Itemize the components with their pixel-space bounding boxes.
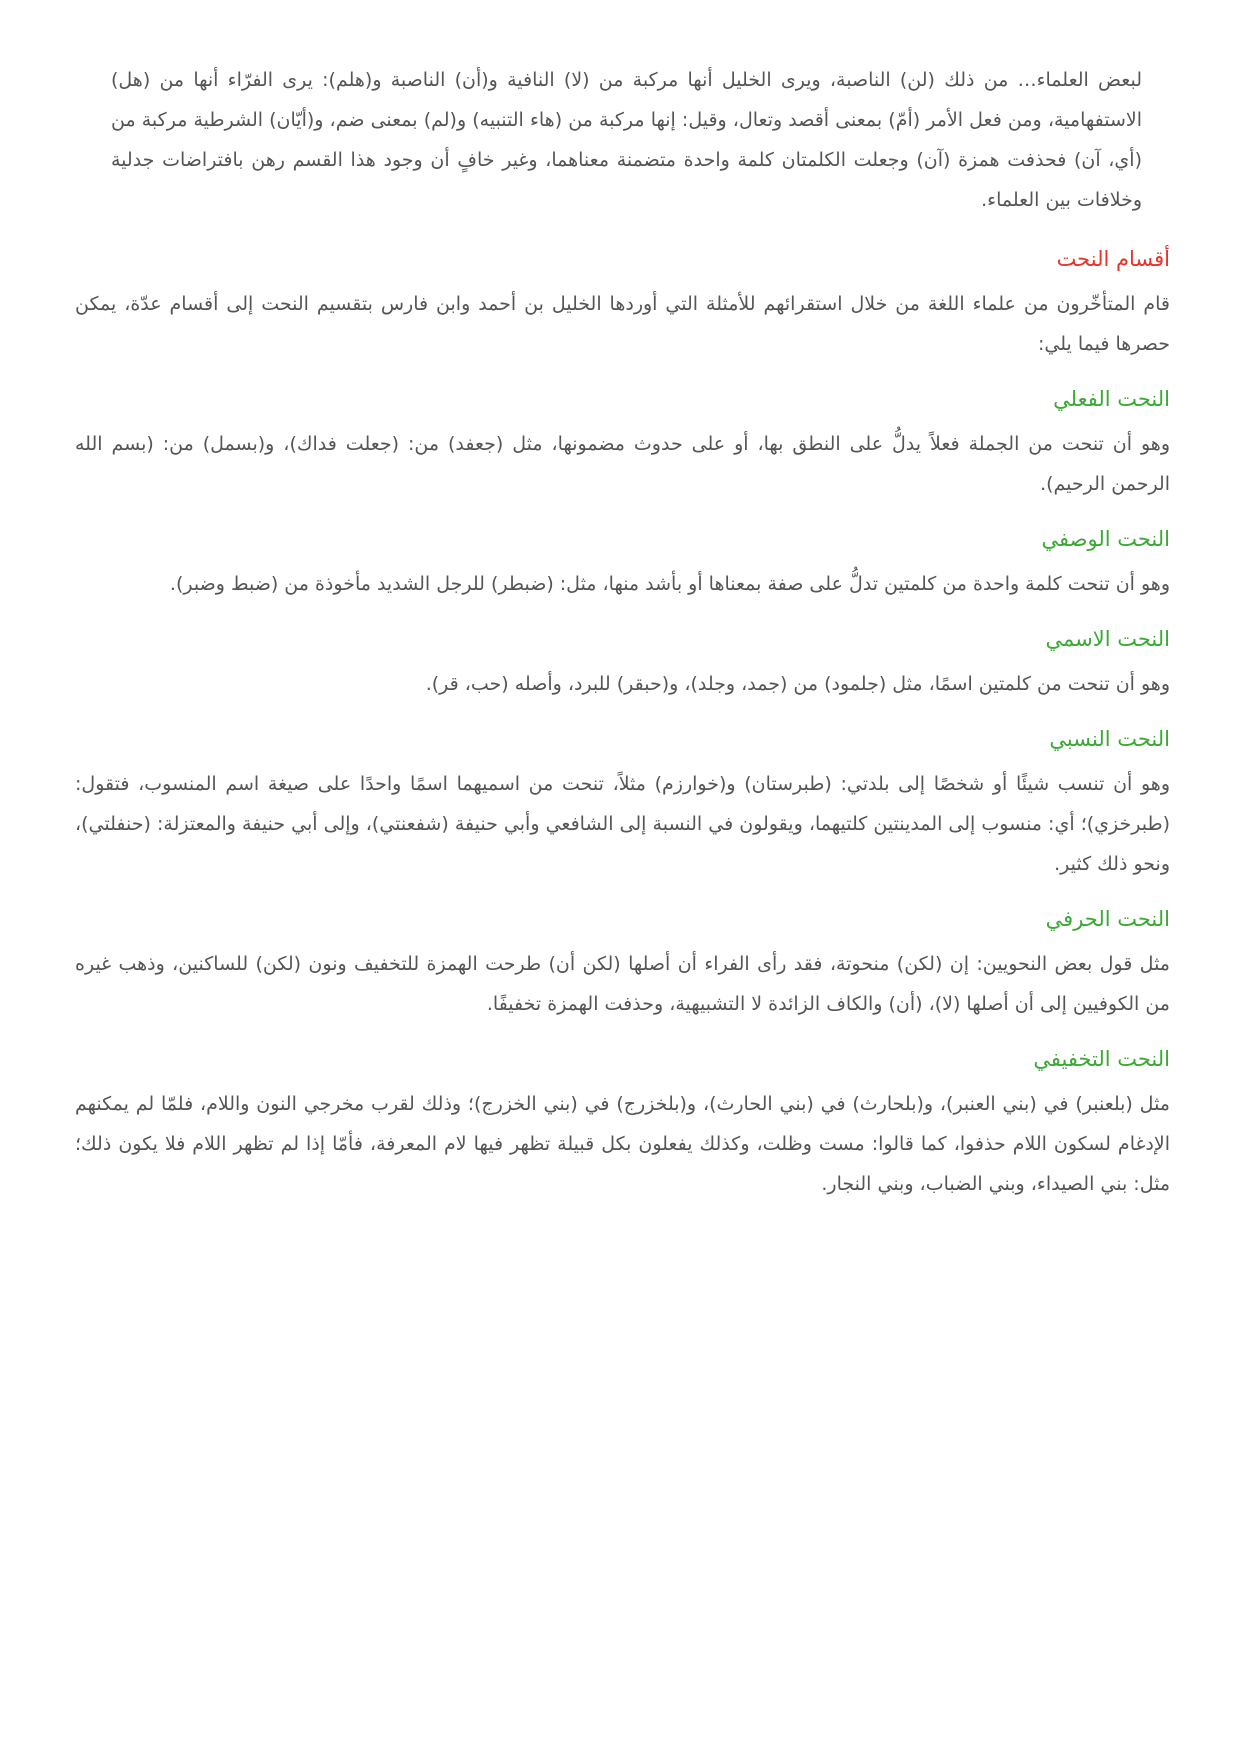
main-intro-paragraph: قام المتأخّرون من علماء اللغة من خلال استقرائهم للأمثلة التي أوردها الخليل بن أحمد وابن فارس بتقسيم النحت إلى أقسام عدّة، يمكن حصرها فيما يلي: [75, 293, 1170, 355]
section-title-abbreviative: النحت التخفيفي [1033, 1047, 1170, 1071]
main-heading: أقسام النحت [1056, 247, 1170, 271]
section-title-descriptive: النحت الوصفي [1041, 527, 1170, 551]
intro-quote: لبعض العلماء… من ذلك (لن) الناصبة، ويرى الخليل أنها مركبة من (لا) النافية و(أن) الناصبة و(هلم): يرى الفرّاء أنها من (هل) الاستفهامية، ومن فعل الأمر (أمّ) بمعنى أقصد وتعال، وقيل: إنها مركبة من (هاء التنبيه) و(لم) بمعنى ضم، و(أيّان) الشرطية مركبة من (أي، آن) فحذفت همزة (آن) وجعلت الكلمتان كلمة واحدة متضمنة معناهما، وغير خافٍ أن وجود هذا القسم رهن بافتراضات جدلية وخلافات بين العلماء. [111, 69, 1142, 211]
document-page [75, 60, 1170, 1218]
section-text-verbal: وهو أن تنحت من الجملة فعلاً يدلُّ على النطق بها، أو على حدوث مضمونها، مثل (جعفد) من: (جعلت فداك)، و(بسمل) من: (بسم الله الرحمن الرحيم). [75, 433, 1170, 495]
section-title-relational: النحت النسبي [1049, 727, 1170, 751]
section-text-particle: مثل قول بعض النحويين: إن (لكن) منحوتة، فقد رأى الفراء أن أصلها (لكن أن) طرحت الهمزة للتخفيف ونون (لكن) للساكنين، وذهب غيره من الكوفيين إلى أن أصلها (لا)، (أن) والكاف الزائدة لا التشبيهية، وحذفت الهمزة تخفيفًا. [75, 953, 1170, 1015]
section-text-descriptive: وهو أن تنحت كلمة واحدة من كلمتين تدلُّ على صفة بمعناها أو بأشد منها، مثل: (ضبطر) للرجل الشديد مأخوذة من (ضبط وضبر). [169, 573, 1170, 595]
section-title-particle: النحت الحرفي [1045, 907, 1170, 931]
section-text-relational: وهو أن تنسب شيئًا أو شخصًا إلى بلدتي: (طبرستان) و(خوارزم) مثلاً، تنحت من اسميهما اسمًا واحدًا على صيغة اسم المنسوب، فتقول: (طبرخزي)؛ أي: منسوب إلى المدينتين كلتيهما، ويقولون في النسبة إلى الشافعي وأبي حنيفة (شفعنتي)، وإلى أبي حنيفة والمعتزلة: (حنفلتي)، ونحو ذلك كثير. [75, 773, 1170, 875]
section-text-abbreviative: مثل (بلعنبر) في (بني العنبر)، و(بلحارث) في (بني الحارث)، و(بلخزرج) في (بني الخزرج)؛ وذلك لقرب مخرجي النون واللام، فلمّا لم يمكنهم الإدغام لسكون اللام حذفوا، كما قالوا: مست وظلت، وكذلك يفعلون بكل قبيلة تظهر فيها لام المعرفة، فأمّا إذا لم تظهر اللام فلا يكون ذلك؛ مثل: بني الصيداء، وبني الضباب، وبني النجار. [75, 1093, 1170, 1195]
section-text-nominal: وهو أن تنحت من كلمتين اسمًا، مثل (جلمود) من (جمد، وجلد)، و(حبقر) للبرد، وأصله (حب، قر). [425, 673, 1170, 695]
section-title-nominal: النحت الاسمي [1045, 627, 1170, 651]
section-title-verbal: النحت الفعلي [1053, 387, 1170, 411]
